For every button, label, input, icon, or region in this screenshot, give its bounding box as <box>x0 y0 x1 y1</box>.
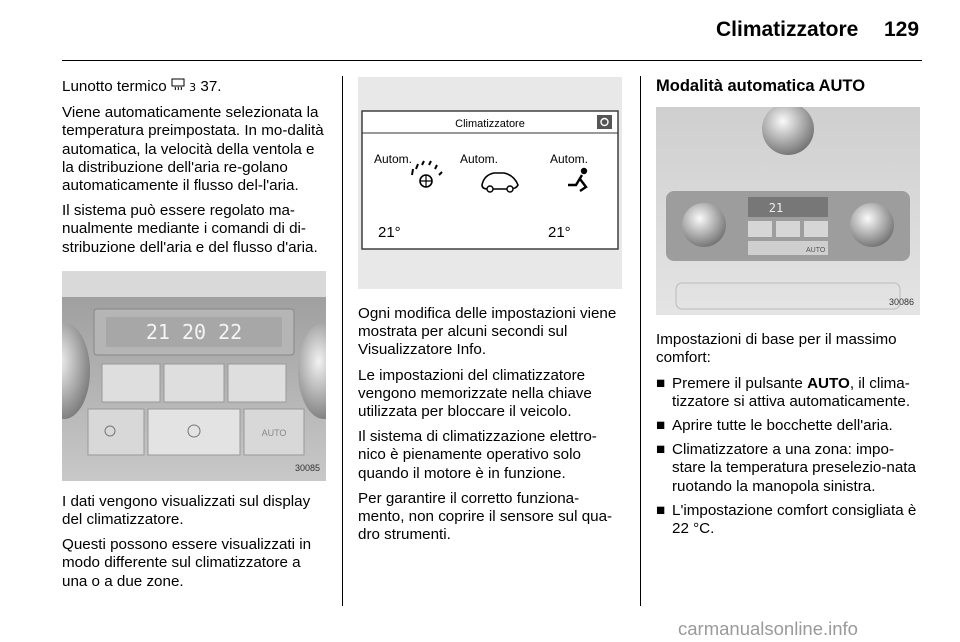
paragraph: Le impostazioni del climatizzatore vengono memorizzate nella chiave utilizzata per bloccare il veicolo. <box>358 366 592 421</box>
panel-display-digits: 21 20 22 <box>145 319 243 344</box>
display-label-fan: Autom. <box>374 152 413 166</box>
list-item-text: Climatizzatore a una zona: impo-stare la temperatura preselezio-nata ruotando la manopola sinistra. <box>672 441 916 495</box>
display-label-distribution: Autom. <box>550 152 589 166</box>
list-item-text: Aprire tutte le bocchette dell'aria. <box>672 417 893 435</box>
display-settings-icon <box>597 115 612 129</box>
paragraph: Questi possono essere visualizzati in modo differente sul climatizzatore a una o a due zone. <box>62 536 312 590</box>
bullet-mark: ■ <box>656 501 666 519</box>
bullet-mark: ■ <box>656 441 666 459</box>
ref-page: 37. <box>200 78 222 95</box>
climate-panel-photo <box>62 271 326 481</box>
display-label-airflow: Autom. <box>460 152 499 166</box>
list-item <box>656 441 922 496</box>
watermark: carmanualsonline.info <box>678 618 858 639</box>
list-item-text: Premere il pulsante <box>672 374 808 392</box>
figure-auto-panel <box>656 107 920 315</box>
display-temp-left: 21° <box>378 224 401 241</box>
auto-panel-auto-label: AUTO <box>806 247 826 255</box>
column-divider-2 <box>640 76 641 606</box>
figure-number: 30086 <box>888 297 914 307</box>
panel-auto-label: AUTO <box>261 427 287 438</box>
column-1 <box>62 77 326 598</box>
ref-text: Lunotto termico <box>62 78 167 95</box>
list-item-text: L'impostazione comfort consigliata è 22 °C. <box>672 501 917 538</box>
paragraph: Impostazioni di base per il massimo comfort: <box>656 331 897 367</box>
list-item-bold: AUTO <box>807 374 850 392</box>
page-header-title: Climatizzatore <box>716 18 859 41</box>
page-number: 129 <box>884 18 920 41</box>
paragraph: Viene automaticamente selezionata la temperatura preimpostata. In mo-dalità automatica, la velocità della ventola e la distribuzione dell'aria re-golano automaticamente il flusso del-l'aria. <box>62 104 324 195</box>
rear-window-heating-icon <box>171 77 185 95</box>
figure-info-display <box>358 77 622 289</box>
paragraph: I dati vengono visualizzati sul display del climatizzatore. <box>62 492 311 529</box>
paragraph: Per garantire il corretto funziona-mento, non coprire il sensore sul qua-dro strumenti. <box>358 489 613 544</box>
list-item <box>656 502 922 538</box>
header-rule <box>62 60 922 61</box>
column-divider-1 <box>342 76 343 606</box>
cross-reference <box>62 77 326 97</box>
auto-panel-display: 21 <box>768 201 784 216</box>
info-display-screen <box>358 77 622 289</box>
auto-panel-photo <box>656 107 920 315</box>
column-3 <box>656 77 922 544</box>
paragraph: Il sistema può essere regolato ma-nualmente mediante i comandi di di-stribuzione dell'aria e del flusso d'aria. <box>62 202 318 256</box>
bullet-mark: ■ <box>656 417 666 435</box>
column-2 <box>358 77 624 551</box>
list-item <box>656 375 922 411</box>
ref-arrow-icon: 3 <box>189 81 197 94</box>
paragraph: Il sistema di climatizzazione elettro-nico è pienamente operativo solo quando il motore è in funzione. <box>358 428 597 482</box>
figure-number: 30085 <box>294 462 320 473</box>
section-title: Modalità automatica AUTO <box>656 77 866 95</box>
display-title: Climatizzatore <box>455 118 525 130</box>
list-item <box>656 417 922 435</box>
bullet-mark: ■ <box>656 374 666 392</box>
list-item-text: , il clima-tizzatore si attiva automaticamente. <box>672 374 911 410</box>
display-temp-right: 21° <box>548 224 571 241</box>
figure-climate-panel <box>62 271 326 481</box>
paragraph: Ogni modifica delle impostazioni viene mostrata per alcuni secondi sul Visualizzatore Info. <box>358 305 617 359</box>
